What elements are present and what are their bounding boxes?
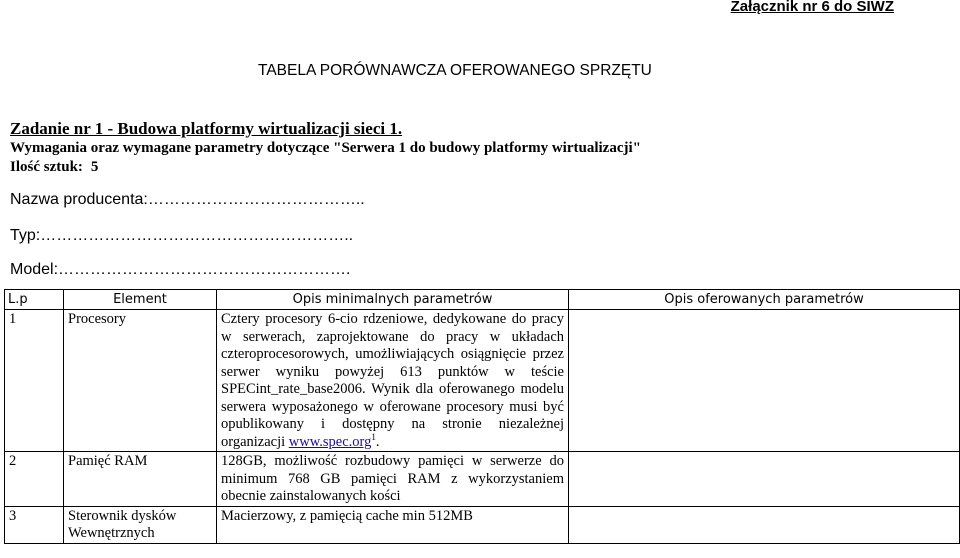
model-field: Model:………………………………………………. — [10, 261, 351, 278]
type-field: Typ:………………………………………………….. — [10, 227, 354, 244]
footnote-marker: 1 — [371, 431, 376, 442]
document-title: TABELA PORÓWNAWCZA OFEROWANEGO SPRZĘTU — [258, 62, 652, 79]
spec-link[interactable]: www.spec.org — [288, 433, 372, 450]
comparison-table — [4, 289, 960, 544]
description-text: Cztery procesory 6-cio rdzeniowe, dedykowane do pracy w serwerach, zaprojektowane do pracy w układach czteroprocesorowych, umożliwiających osiągnięcie przez serwer wyniku powyżej 613 punktów w teście SPECint_rate_base2006. Wynik dla oferowanego modelu serwera wyposażonego w oferowane procesory musi być opublikowany i dostępny na stronie niezależnej organizacji — [221, 311, 564, 450]
producer-field: Nazwa producenta:………………………………….. — [10, 191, 365, 208]
row-num: 3 — [5, 506, 64, 543]
table-row — [5, 452, 960, 507]
header-min-params: Opis minimalnych parametrów — [217, 290, 569, 310]
row-num: 1 — [5, 310, 64, 452]
requirements-line: Wymagania oraz wymagane parametry dotyczące "Serwera 1 do budowy platformy wirtualizacji" — [10, 140, 641, 156]
row-description — [217, 310, 569, 452]
row-num: 2 — [5, 452, 64, 507]
table-header-row — [5, 290, 960, 310]
quantity-value: 5 — [90, 159, 99, 175]
row-description: 128GB, możliwość rozbudowy pamięci w serwerze do minimum 768 GB pamięci RAM z wykorzystaniem obecnie zainstalowanych kości — [217, 452, 569, 507]
row-element: Procesory — [64, 310, 217, 452]
header-offered-params: Opis oferowanych parametrów — [569, 290, 960, 310]
table-row — [5, 506, 960, 543]
description-tail: . — [375, 433, 380, 450]
row-description: Macierzowy, z pamięcią cache min 512MB — [217, 506, 569, 543]
quantity-line — [10, 159, 98, 176]
table-row — [5, 310, 960, 452]
header-element: Element — [64, 290, 217, 310]
row-element: Pamięć RAM — [64, 452, 217, 507]
row-offered-input[interactable] — [569, 506, 960, 543]
quantity-label: Ilość sztuk: — [10, 159, 83, 175]
header-num: L.p — [5, 290, 64, 310]
attachment-label: Załącznik nr 6 do SIWZ — [730, 0, 894, 15]
row-offered-input[interactable] — [569, 452, 960, 507]
row-offered-input[interactable] — [569, 310, 960, 452]
task-title: Zadanie nr 1 - Budowa platformy wirtualizacji sieci 1. — [10, 119, 403, 138]
row-element: Sterownik dysków Wewnętrznych — [64, 506, 217, 543]
